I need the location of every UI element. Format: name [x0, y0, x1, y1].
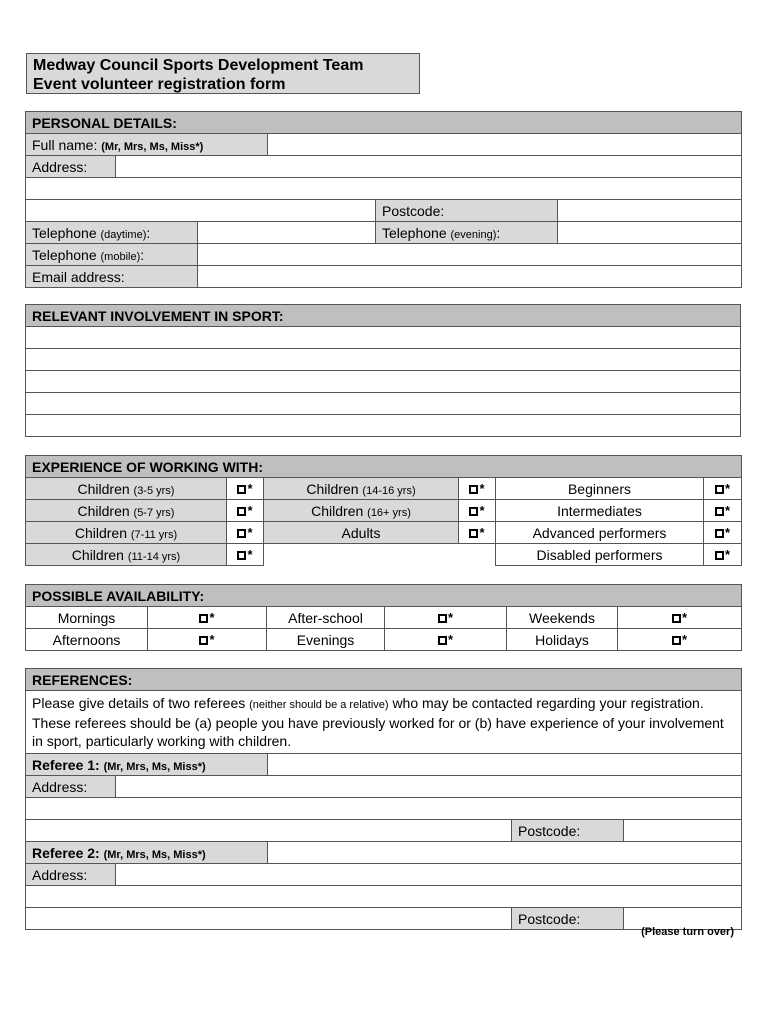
email-field[interactable] [198, 266, 742, 288]
telephone-mobile-label [26, 244, 198, 266]
referee1-address-field-3[interactable] [26, 820, 512, 842]
involvement-line-5[interactable] [26, 415, 741, 437]
checkbox-icon [469, 529, 478, 538]
referee2-text: Referee 2: [32, 844, 100, 861]
exp-empty-cell [264, 544, 496, 566]
address-field-2[interactable] [26, 178, 742, 200]
exp-children-3-5 [26, 478, 227, 500]
checkbox-icon [672, 636, 681, 645]
checkbox-icon [237, 507, 246, 516]
exp-label: Children [74, 524, 127, 541]
exp-children-3-5-checkbox[interactable] [227, 478, 264, 500]
exp-disabled: Disabled performers [496, 544, 704, 566]
mark: * [247, 503, 253, 518]
exp-children-11-14-checkbox[interactable] [227, 544, 264, 566]
involvement-line-1[interactable] [26, 327, 741, 349]
avail-holidays: Holidays [507, 629, 618, 651]
avail-afternoons: Afternoons [26, 629, 148, 651]
references-header: REFERENCES: [26, 669, 742, 691]
exp-intermediates-checkbox[interactable] [704, 500, 742, 522]
mark: * [725, 547, 731, 562]
form-title [26, 53, 420, 94]
exp-beginners: Beginners [496, 478, 704, 500]
form-title-line1: Medway Council Sports Development Team [33, 57, 364, 74]
exp-adults: Adults [264, 522, 459, 544]
postcode-label: Postcode: [376, 200, 558, 222]
experience-table [25, 455, 742, 566]
exp-children-7-11-checkbox[interactable] [227, 522, 264, 544]
avail-evenings: Evenings [267, 629, 385, 651]
exp-children-11-14 [26, 544, 227, 566]
referee2-name-field[interactable] [268, 842, 742, 864]
telephone-mobile-field[interactable] [198, 244, 742, 266]
tel-day-colon: : [146, 224, 151, 241]
referee2-postcode-label: Postcode: [512, 908, 624, 930]
avail-after-school: After-school [267, 607, 385, 629]
referee1-postcode-field[interactable] [624, 820, 742, 842]
address-field-1[interactable] [116, 156, 742, 178]
checkbox-icon [672, 614, 681, 623]
email-label: Email address: [26, 266, 198, 288]
intro-text-b: who may be contacted regarding your registration. These referees should be (a) people you have previously worked for or (b) have experience of your involvement in sport, particularly working with children. [32, 695, 724, 749]
referee1-hint: (Mr, Mrs, Ms, Miss*) [103, 760, 206, 773]
avail-weekends: Weekends [507, 607, 618, 629]
mark: * [725, 525, 731, 540]
mark: * [209, 610, 215, 625]
involvement-line-2[interactable] [26, 349, 741, 371]
exp-disabled-checkbox[interactable] [704, 544, 742, 566]
tel-day-hint: (daytime) [100, 228, 147, 241]
telephone-daytime-field[interactable] [198, 222, 376, 244]
involvement-table [25, 304, 741, 437]
exp-label: Children [306, 480, 359, 497]
personal-details-table [25, 111, 742, 288]
references-intro [26, 691, 742, 754]
postcode-field[interactable] [558, 200, 742, 222]
exp-children-14-16-checkbox[interactable] [459, 478, 496, 500]
tel-mob-hint: (mobile) [100, 250, 141, 263]
tel-eve-colon: : [496, 224, 501, 241]
mark: * [247, 525, 253, 540]
personal-details-header: PERSONAL DETAILS: [26, 112, 742, 134]
experience-header: EXPERIENCE OF WORKING WITH: [26, 456, 742, 478]
references-table [25, 668, 742, 930]
avail-weekends-checkbox[interactable] [618, 607, 742, 629]
exp-beginners-checkbox[interactable] [704, 478, 742, 500]
checkbox-icon [715, 507, 724, 516]
referee2-address-label: Address: [26, 864, 116, 886]
full-name-hint: (Mr, Mrs, Ms, Miss*) [101, 140, 204, 153]
telephone-evening-label [376, 222, 558, 244]
exp-children-16-plus [264, 500, 459, 522]
checkbox-icon [237, 551, 246, 560]
checkbox-icon [469, 485, 478, 494]
involvement-line-4[interactable] [26, 393, 741, 415]
exp-advanced-checkbox[interactable] [704, 522, 742, 544]
full-name-label [26, 134, 268, 156]
telephone-evening-field[interactable] [558, 222, 742, 244]
referee1-name-field[interactable] [268, 754, 742, 776]
avail-afternoons-checkbox[interactable] [148, 629, 267, 651]
exp-hint: (14-16 yrs) [362, 484, 416, 497]
exp-label: Children [77, 502, 130, 519]
exp-children-5-7-checkbox[interactable] [227, 500, 264, 522]
referee2-address-field-2[interactable] [26, 886, 742, 908]
mark: * [681, 632, 688, 647]
tel-eve-hint: (evening) [450, 228, 497, 241]
referee2-label [26, 842, 268, 864]
avail-mornings: Mornings [26, 607, 148, 629]
exp-hint: (16+ yrs) [367, 506, 411, 519]
exp-hint: (7-11 yrs) [130, 528, 178, 541]
checkbox-icon [469, 507, 478, 516]
avail-mornings-checkbox[interactable] [148, 607, 267, 629]
referee2-hint: (Mr, Mrs, Ms, Miss*) [103, 848, 206, 861]
mark: * [247, 481, 253, 496]
tel-eve-text: Telephone [382, 224, 447, 241]
checkbox-icon [237, 529, 246, 538]
avail-holidays-checkbox[interactable] [618, 629, 742, 651]
exp-advanced: Advanced performers [496, 522, 704, 544]
checkbox-icon [715, 529, 724, 538]
exp-adults-checkbox[interactable] [459, 522, 496, 544]
exp-label: Children [311, 502, 364, 519]
checkbox-icon [438, 614, 447, 623]
tel-mob-colon: : [140, 246, 145, 263]
referee1-address-field-2[interactable] [26, 798, 742, 820]
mark: * [209, 632, 215, 647]
mark: * [447, 610, 454, 625]
referee1-postcode-label: Postcode: [512, 820, 624, 842]
availability-header: POSSIBLE AVAILABILITY: [26, 585, 742, 607]
referee1-address-field-1[interactable] [116, 776, 742, 798]
exp-intermediates: Intermediates [496, 500, 704, 522]
mark: * [479, 503, 485, 518]
exp-hint: (11-14 yrs) [127, 550, 181, 563]
exp-children-14-16 [264, 478, 459, 500]
involvement-header: RELEVANT INVOLVEMENT IN SPORT: [26, 305, 741, 327]
tel-day-text: Telephone [32, 224, 97, 241]
mark: * [479, 525, 485, 540]
referee1-text: Referee 1: [32, 756, 100, 773]
mark: * [479, 481, 485, 496]
checkbox-icon [438, 636, 447, 645]
exp-label: Children [71, 546, 124, 563]
exp-label: Children [77, 480, 130, 497]
exp-hint: (5-7 yrs) [133, 506, 175, 519]
exp-children-5-7 [26, 500, 227, 522]
mark: * [681, 610, 688, 625]
checkbox-icon [237, 485, 246, 494]
intro-hint: (neither should be a relative) [249, 699, 389, 711]
referee2-address-field-1[interactable] [116, 864, 742, 886]
checkbox-icon [715, 551, 724, 560]
full-name-field[interactable] [268, 134, 742, 156]
exp-children-16-plus-checkbox[interactable] [459, 500, 496, 522]
mark: * [247, 547, 253, 562]
mark: * [725, 503, 731, 518]
checkbox-icon [715, 485, 724, 494]
checkbox-icon [199, 614, 208, 623]
referee1-address-label: Address: [26, 776, 116, 798]
avail-after-school-checkbox[interactable] [385, 607, 507, 629]
form-title-line2: Event volunteer registration form [33, 76, 286, 93]
exp-hint: (3-5 yrs) [133, 484, 175, 497]
mark: * [447, 632, 454, 647]
address-field-3[interactable] [26, 200, 376, 222]
referee1-label [26, 754, 268, 776]
tel-mob-text: Telephone [32, 246, 97, 263]
intro-text-a: Please give details of two referees [32, 695, 246, 711]
exp-children-7-11 [26, 522, 227, 544]
please-turn-over-note: (Please turn over) [641, 926, 734, 938]
avail-evenings-checkbox[interactable] [385, 629, 507, 651]
referee2-address-field-3[interactable] [26, 908, 512, 930]
telephone-daytime-label [26, 222, 198, 244]
availability-table [25, 584, 742, 651]
address-label: Address: [26, 156, 116, 178]
full-name-text: Full name: [32, 136, 98, 153]
mark: * [725, 481, 731, 496]
involvement-line-3[interactable] [26, 371, 741, 393]
checkbox-icon [199, 636, 208, 645]
